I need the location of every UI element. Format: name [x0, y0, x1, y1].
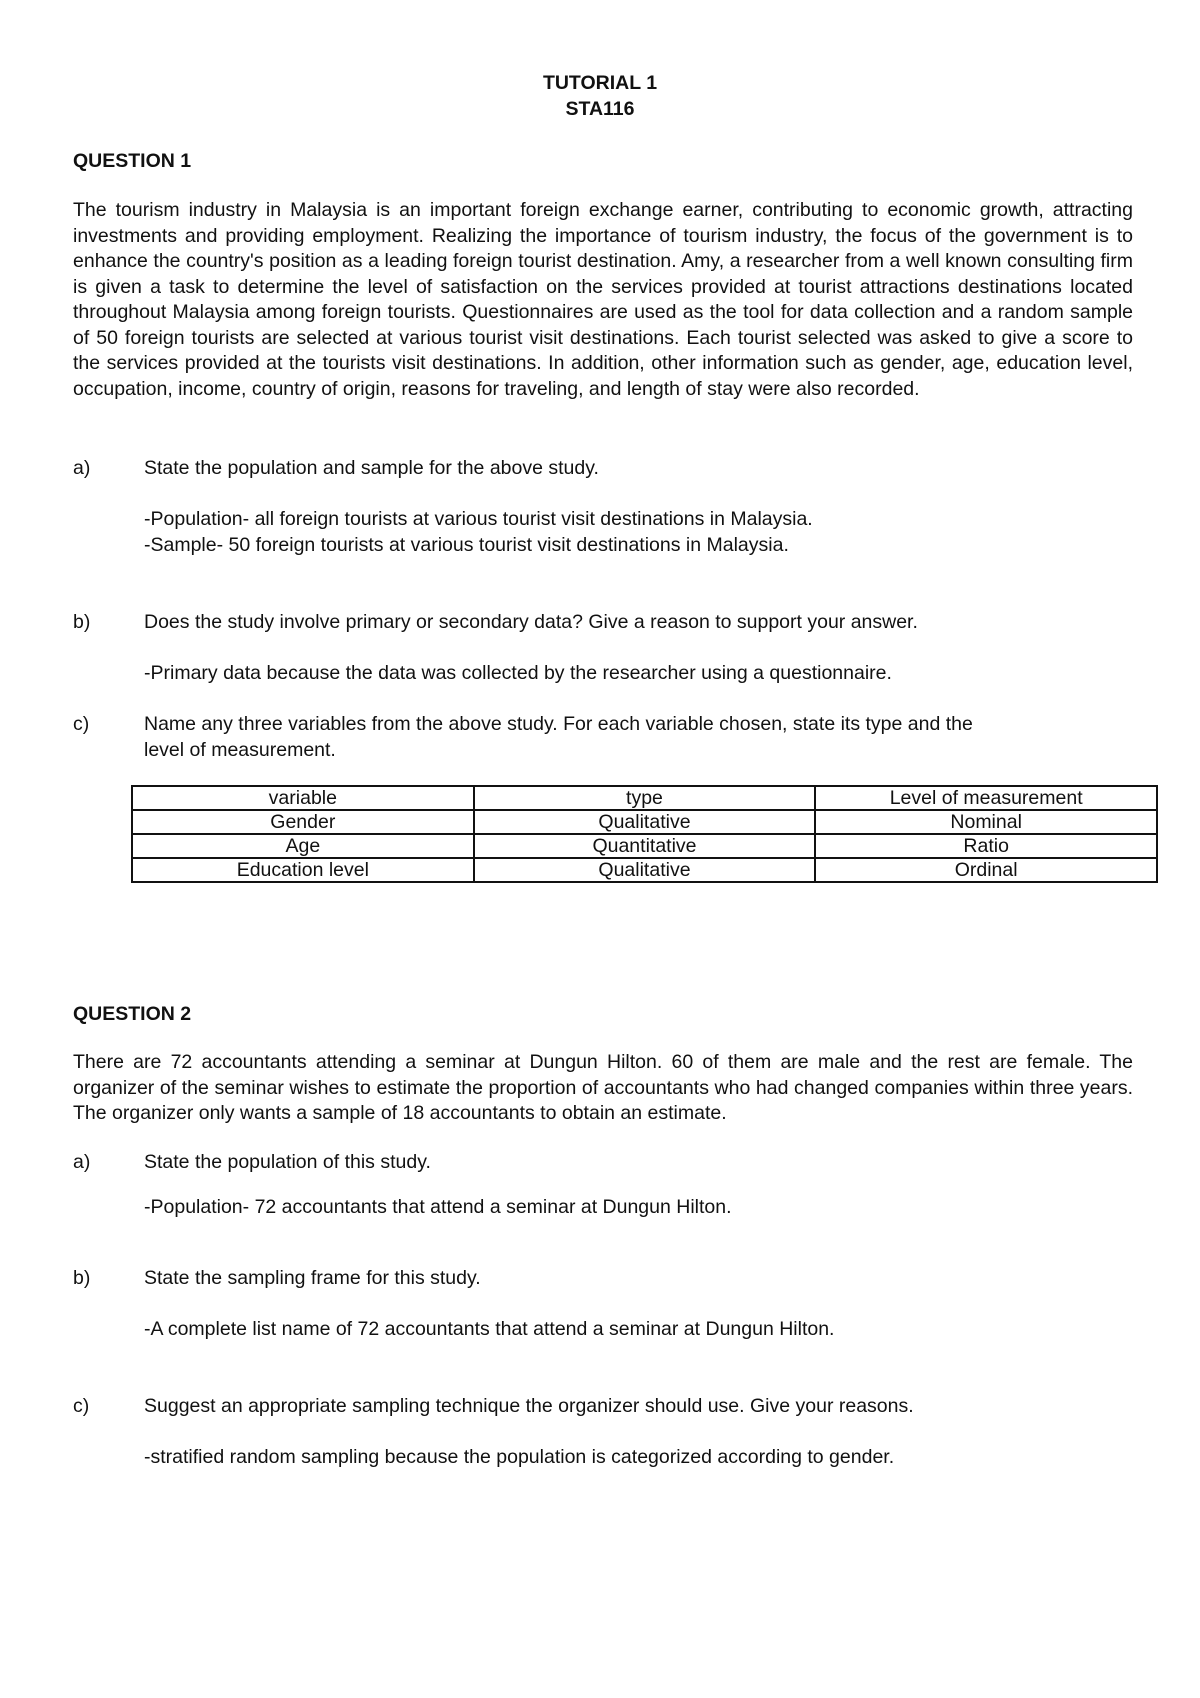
table-cell: Ordinal [815, 858, 1157, 882]
document-title: TUTORIAL 1 [542, 72, 658, 94]
table-cell: Age [132, 834, 474, 858]
table-header-cell: variable [132, 786, 474, 810]
question-1a-answer [144, 507, 1134, 558]
question-1c-text [144, 712, 1134, 763]
question-2a-answer-text: -Population- 72 accountants that attend a seminar at Dungun Hilton. [144, 1196, 732, 1218]
table-cell: Education level [132, 858, 474, 882]
question-1-intro: The tourism industry in Malaysia is an important foreign exchange earner, contributing to economic growth, attracting investments and providing employment. Realizing the importance of tourism industry, the focus of the government is to enhance the country's position as a leading foreign tourist destination. Amy, a researcher from a well known consulting firm is given a task to determine the level of satisfaction on the services provided at tourist attractions destinations located throughout Malaysia among foreign tourists. Questionnaires are used as the tool for data collection and a random sample of 50 foreign tourists are selected at various tourist visit destinations. Each tourist selected was asked to give a score to the services provided at the tourists visit destinations. In addition, other information such as gender, age, education level, occupation, income, country of origin, reasons for traveling, and length of stay were also recorded. [73, 199, 1133, 400]
table-cell: Qualitative [474, 858, 816, 882]
table-row [132, 810, 1157, 834]
table-header-row [132, 786, 1157, 810]
question-1a-answer-sample: -Sample- 50 foreign tourists at various tourist visit destinations in Malaysia. [144, 533, 789, 556]
document-title-block [0, 70, 1200, 122]
question-2b-text: State the sampling frame for this study. [144, 1267, 481, 1289]
question-2b-answer-text: -A complete list name of 72 accountants that attend a seminar at Dungun Hilton. [144, 1318, 835, 1340]
course-code: STA116 [565, 98, 635, 120]
question-2b-label: b) [73, 1267, 91, 1289]
table-row [132, 834, 1157, 858]
table-cell: Ratio [815, 834, 1157, 858]
table-cell: Nominal [815, 810, 1157, 834]
question-2c-text: Suggest an appropriate sampling technique the organizer should use. Give your reasons. [144, 1395, 914, 1417]
question-2a-label: a) [73, 1151, 91, 1173]
question-2c-answer [144, 1445, 1134, 1471]
question-1a-label: a) [73, 457, 91, 479]
table-header-cell: type [474, 786, 816, 810]
question-1b-answer-text: -Primary data because the data was collected by the researcher using a questionnaire. [144, 662, 892, 684]
table-row [132, 858, 1157, 882]
table-cell: Gender [132, 810, 474, 834]
question-1-heading: QUESTION 1 [73, 150, 192, 172]
table-header-cell: Level of measurement [815, 786, 1157, 810]
question-1a-text: State the population and sample for the above study. [144, 457, 599, 479]
question-1b-label: b) [73, 611, 91, 633]
question-1c-label: c) [73, 713, 90, 735]
question-2a-answer [144, 1195, 1134, 1221]
question-1a-answer-population: -Population- all foreign tourists at various tourist visit destinations in Malaysia. [144, 508, 813, 530]
question-2-heading: QUESTION 2 [73, 1003, 192, 1025]
question-1c-line-2: level of measurement. [144, 738, 336, 761]
table-cell: Quantitative [474, 834, 816, 858]
table-cell: Qualitative [474, 810, 816, 834]
question-2-intro: There are 72 accountants attending a seminar at Dungun Hilton. 60 of them are male and the rest are female. The organizer of the seminar wishes to estimate the proportion of accountants who had changed companies within three years. The organizer only wants a sample of 18 accountants to obtain an estimate. [73, 1051, 1133, 1124]
question-2c-label: c) [73, 1395, 90, 1417]
question-2b-answer [144, 1317, 1134, 1343]
question-1b-text: Does the study involve primary or secondary data? Give a reason to support your answer. [144, 611, 918, 633]
question-2a-text: State the population of this study. [144, 1151, 431, 1173]
question-1c-line-1: Name any three variables from the above study. For each variable chosen, state its type and the [144, 713, 973, 735]
question-2c-answer-text: -stratified random sampling because the population is categorized according to gender. [144, 1446, 895, 1468]
variables-table [131, 785, 1158, 883]
question-1b-answer [144, 661, 1134, 687]
